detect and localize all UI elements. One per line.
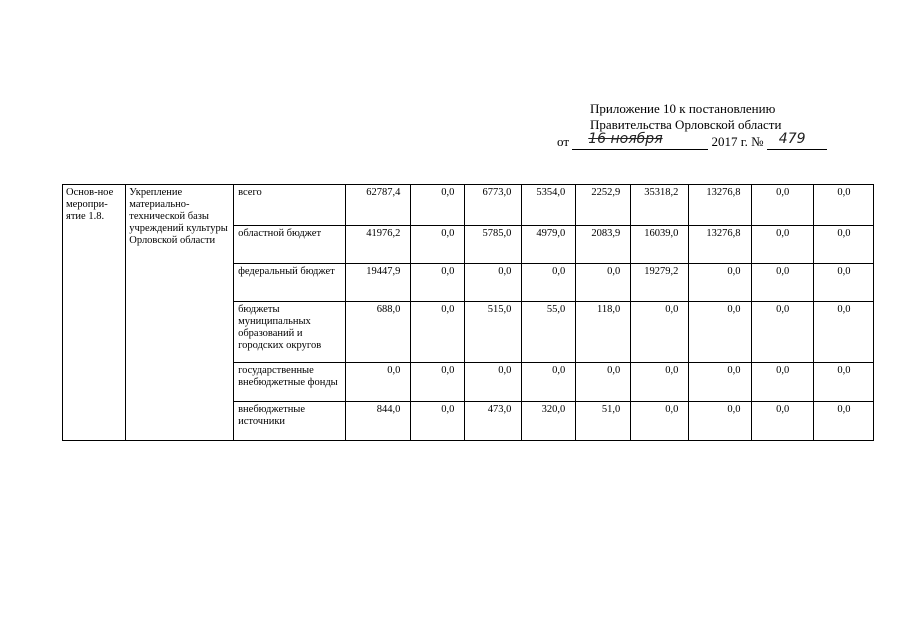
value-cell: 41976,2: [346, 226, 411, 264]
source-cell: федеральный бюджет: [234, 264, 346, 302]
value-cell: 19279,2: [631, 264, 689, 302]
value-cell: 0,0: [631, 402, 689, 441]
resolution-date-line: [557, 131, 827, 150]
value-cell: 0,0: [751, 185, 813, 226]
value-cell: 0,0: [689, 402, 751, 441]
government-name: Правительства Орловской области: [590, 117, 782, 132]
date-field: [572, 131, 708, 150]
value-cell: 13276,8: [689, 185, 751, 226]
value-cell: 0,0: [576, 264, 631, 302]
value-cell: 0,0: [813, 226, 873, 264]
value-cell: 0,0: [631, 363, 689, 402]
value-cell: 0,0: [522, 264, 576, 302]
funding-table: [62, 184, 874, 441]
table-row: [63, 185, 874, 226]
value-cell: 0,0: [689, 302, 751, 363]
value-cell: 0,0: [576, 363, 631, 402]
value-cell: 2252,9: [576, 185, 631, 226]
value-cell: 19447,9: [346, 264, 411, 302]
value-cell: 16039,0: [631, 226, 689, 264]
handwritten-number: 479: [778, 131, 806, 147]
value-cell: 0,0: [689, 363, 751, 402]
value-cell: 0,0: [411, 302, 465, 363]
value-cell: 0,0: [751, 302, 813, 363]
value-cell: 0,0: [813, 185, 873, 226]
source-cell: всего: [234, 185, 346, 226]
source-cell: бюджеты муниципальных образований и городских округов: [234, 302, 346, 363]
value-cell: 6773,0: [465, 185, 522, 226]
value-cell: 5785,0: [465, 226, 522, 264]
value-cell: 0,0: [751, 264, 813, 302]
source-cell: внебюджетные источники: [234, 402, 346, 441]
value-cell: 844,0: [346, 402, 411, 441]
value-cell: 118,0: [576, 302, 631, 363]
value-cell: 0,0: [631, 302, 689, 363]
value-cell: 13276,8: [689, 226, 751, 264]
value-cell: 62787,4: [346, 185, 411, 226]
activity-name-cell: Укрепление материально-технической базы учреждений культуры Орловской области: [126, 185, 234, 441]
value-cell: 35318,2: [631, 185, 689, 226]
handwritten-date: 16 ноября: [588, 131, 663, 147]
value-cell: 0,0: [751, 402, 813, 441]
value-cell: 0,0: [411, 185, 465, 226]
value-cell: 0,0: [813, 302, 873, 363]
date-prefix: от: [557, 134, 570, 149]
value-cell: 688,0: [346, 302, 411, 363]
value-cell: 0,0: [813, 363, 873, 402]
value-cell: 51,0: [576, 402, 631, 441]
value-cell: 0,0: [465, 264, 522, 302]
value-cell: 320,0: [522, 402, 576, 441]
value-cell: 2083,9: [576, 226, 631, 264]
value-cell: 0,0: [465, 363, 522, 402]
value-cell: 4979,0: [522, 226, 576, 264]
value-cell: 0,0: [411, 363, 465, 402]
value-cell: 0,0: [411, 402, 465, 441]
number-field: [767, 131, 827, 150]
year-label: 2017 г. №: [711, 134, 764, 149]
value-cell: 55,0: [522, 302, 576, 363]
value-cell: 0,0: [751, 226, 813, 264]
value-cell: 5354,0: [522, 185, 576, 226]
appendix-title: Приложение 10 к постановлению: [590, 101, 776, 116]
table-body: [63, 185, 874, 441]
document-header: [0, 0, 905, 170]
value-cell: 0,0: [689, 264, 751, 302]
value-cell: 0,0: [813, 402, 873, 441]
value-cell: 0,0: [411, 226, 465, 264]
value-cell: 515,0: [465, 302, 522, 363]
source-cell: областной бюджет: [234, 226, 346, 264]
value-cell: 0,0: [813, 264, 873, 302]
value-cell: 0,0: [522, 363, 576, 402]
value-cell: 0,0: [411, 264, 465, 302]
value-cell: 0,0: [346, 363, 411, 402]
source-cell: государственные внебюджетные фонды: [234, 363, 346, 402]
value-cell: 0,0: [751, 363, 813, 402]
value-cell: 473,0: [465, 402, 522, 441]
activity-code-cell: Основ-ное меропри-ятие 1.8.: [63, 185, 126, 441]
